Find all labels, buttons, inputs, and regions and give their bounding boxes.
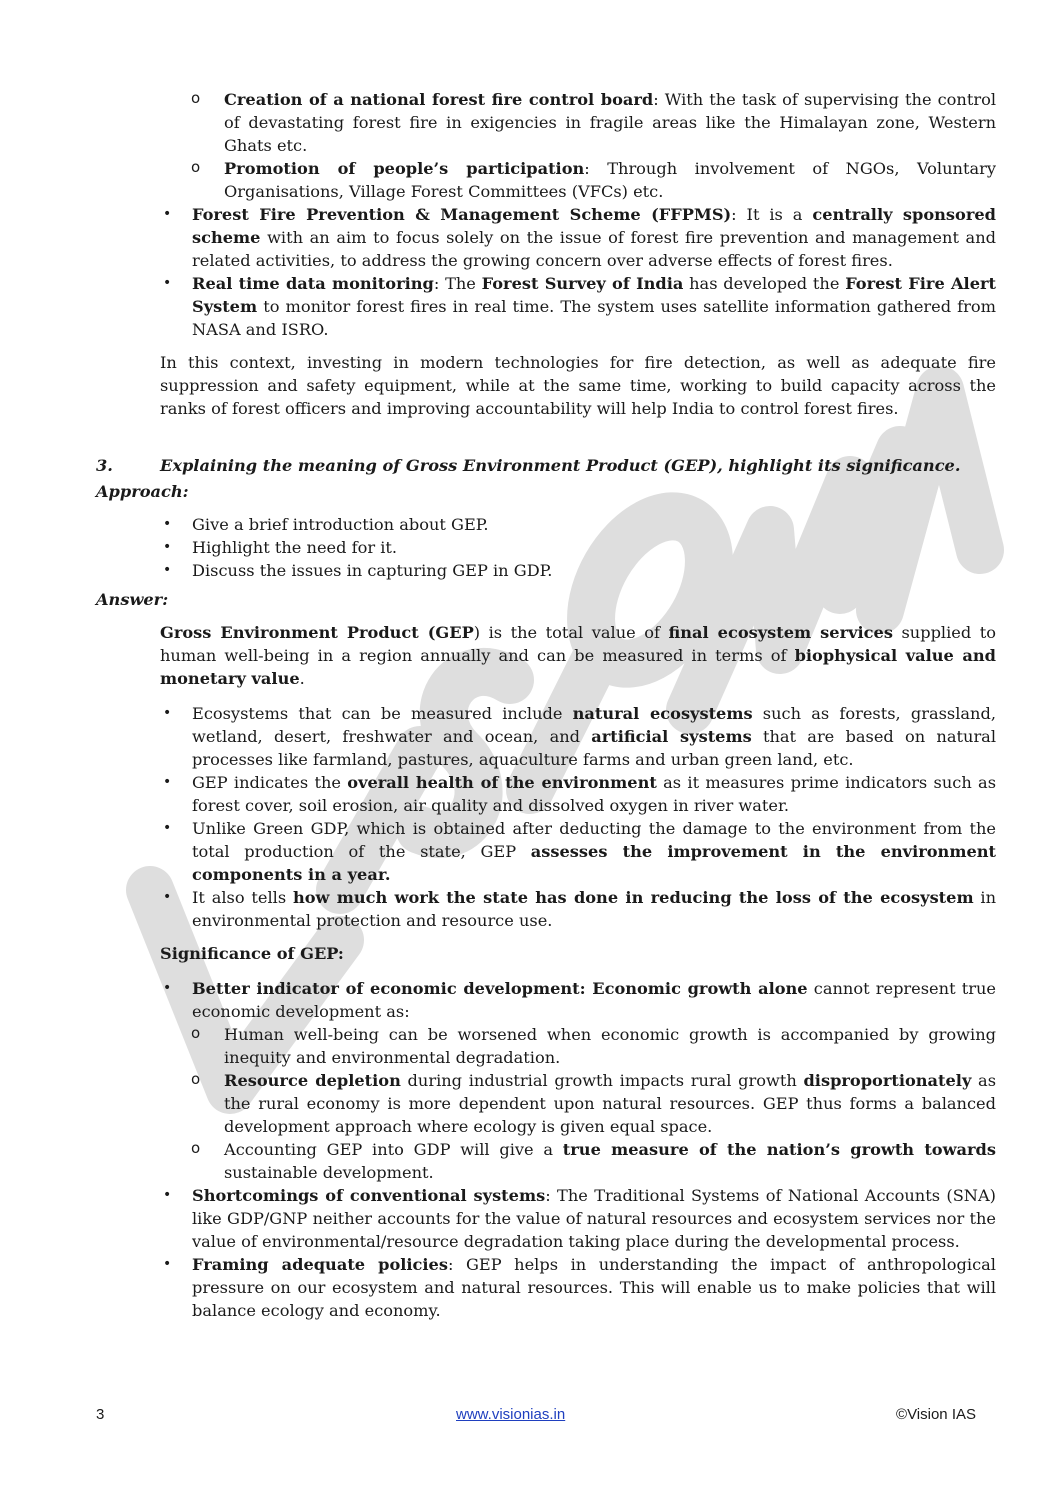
approach-heading: Approach: bbox=[96, 482, 189, 501]
item-text: : Through involvement of NGOs, Voluntary Organisations, Village Forest Committees (VFCs) etc. bbox=[224, 159, 996, 201]
answer-bullet-list bbox=[96, 702, 996, 932]
item-text: during industrial growth impacts rural growth bbox=[400, 1071, 804, 1090]
intro-text: ) is the total value of bbox=[473, 623, 669, 642]
intro-bold-text: biophysical value and monetary value bbox=[160, 646, 997, 688]
item-bold-text: Resource depletion bbox=[224, 1071, 401, 1090]
list-item bbox=[192, 1184, 996, 1253]
list-item bbox=[192, 977, 996, 1184]
list-item bbox=[224, 157, 996, 203]
item-bold-text: Framing adequate policies bbox=[192, 1255, 448, 1274]
significance-sub-list bbox=[192, 1023, 996, 1184]
item-text: : GEP helps in understanding the impact of anthropological pressure on our ecosystem and natural resources. This will enable us to make policies that will balance ecology and economy. bbox=[192, 1255, 996, 1320]
answer-heading: Answer: bbox=[96, 590, 169, 609]
item-text: Unlike Green GDP, which is obtained after deducting the damage to the environment from the total production of the state, GEP bbox=[192, 819, 996, 861]
top-sub-list-wrapper bbox=[192, 88, 996, 203]
list-item bbox=[192, 702, 996, 771]
item-bold-text: true measure of the nation’s growth towards bbox=[562, 1140, 996, 1159]
item-bold-text: disproportionately bbox=[803, 1071, 972, 1090]
item-text: with an aim to focus solely on the issue of forest fire prevention and management and related activities, to address the growing concern over adverse effects of forest fires. bbox=[192, 228, 996, 270]
list-item: • Discuss the issues in capturing GEP in GDP. bbox=[192, 559, 996, 582]
list-item bbox=[224, 1069, 996, 1138]
item-bold-text: Shortcomings of conventional systems bbox=[192, 1186, 546, 1205]
item-text: that are based on natural processes like farmland, pastures, aquaculture farms and urban green land, etc. bbox=[192, 727, 997, 769]
significance-list bbox=[96, 977, 996, 1322]
question-number: 3. bbox=[96, 456, 113, 475]
page-number: 3 bbox=[96, 1406, 105, 1423]
item-text: has developed the bbox=[683, 274, 846, 293]
item-bold-text: overall health of the environment bbox=[347, 773, 657, 792]
list-item: • Give a brief introduction about GEP. bbox=[192, 513, 996, 536]
item-text: : With the task of supervising the control of devastating forest fire in exigencies in fragile areas like the Himalayan zone, Western Ghats etc. bbox=[224, 90, 996, 155]
top-sub-list bbox=[192, 88, 996, 203]
item-text: as it measures prime indicators such as forest cover, soil erosion, air quality and dissolved oxygen in river water. bbox=[192, 773, 996, 815]
item-text: to monitor forest fires in real time. The system uses satellite information gathered from NASA and ISRO. bbox=[192, 297, 996, 339]
approach-list bbox=[96, 513, 996, 582]
list-item bbox=[192, 886, 996, 932]
document-body bbox=[96, 88, 996, 1322]
question-text: Explaining the meaning of Gross Environment Product (GEP), highlight its significance. bbox=[160, 456, 961, 475]
list-item bbox=[224, 88, 996, 157]
context-paragraph: In this context, investing in modern technologies for fire detection, as well as adequate fire suppression and safety equipment, while at the same time, working to build capacity across the ranks of forest officers and improving accountability will help India to control forest fires. bbox=[160, 353, 996, 418]
list-item bbox=[192, 1253, 996, 1322]
list-item bbox=[224, 1138, 996, 1184]
list-item bbox=[192, 272, 996, 341]
intro-bold-text: final ecosystem services bbox=[668, 623, 893, 642]
list-item: o Human well-being can be worsened when economic growth is accompanied by growing inequity and environmental degradation. bbox=[224, 1023, 996, 1069]
item-text: Accounting GEP into GDP will give a bbox=[224, 1140, 563, 1159]
intro-text: supplied to human well-being in a region annually and can be measured in terms of bbox=[160, 623, 996, 665]
item-text: GEP indicates the bbox=[192, 773, 348, 792]
item-bold-text: Promotion of people’s participation bbox=[224, 159, 585, 178]
intro-text: . bbox=[299, 669, 305, 688]
item-bold-text: how much work the state has done in reducing the loss of the ecosystem bbox=[292, 888, 974, 907]
item-bold-text: assesses the improvement in the environment components in a year. bbox=[192, 842, 996, 884]
list-item bbox=[192, 203, 996, 272]
intro-bold-text: Gross Environment Product (GEP bbox=[160, 623, 474, 642]
item-text: in environmental protection and resource use. bbox=[192, 888, 996, 930]
page-footer bbox=[96, 1406, 976, 1428]
top-bullet-list bbox=[96, 88, 996, 341]
item-text: : It is a bbox=[731, 205, 813, 224]
item-text: as the rural economy is more dependent upon natural resources. GEP thus forms a balanced development approach where ecology is given equal space. bbox=[224, 1071, 997, 1136]
item-text: Ecosystems that can be measured include bbox=[192, 704, 573, 723]
significance-heading: Significance of GEP: bbox=[160, 944, 344, 963]
item-bold-text: artificial systems bbox=[591, 727, 752, 746]
list-item bbox=[192, 817, 996, 886]
website-link[interactable]: www.visionias.in bbox=[456, 1406, 566, 1423]
answer-intro-paragraph bbox=[96, 621, 996, 690]
item-text: cannot represent true economic development as: bbox=[192, 979, 996, 1021]
item-bold-text: Creation of a national forest fire control board bbox=[224, 90, 654, 109]
item-text: such as forests, grassland, wetland, desert, freshwater and ocean, and bbox=[192, 704, 996, 746]
item-bold-text: Forest Survey of India bbox=[481, 274, 684, 293]
item-bold-text: natural ecosystems bbox=[572, 704, 753, 723]
copyright-text: ©Vision IAS bbox=[896, 1406, 976, 1423]
item-text: : The Traditional Systems of National Accounts (SNA) like GDP/GNP neither accounts for the value of natural resources and ecosystem services nor the value of environmental/resource degradation taking place during the developmental process. bbox=[192, 1186, 996, 1251]
list-item bbox=[192, 771, 996, 817]
item-bold-text: Real time data monitoring bbox=[192, 274, 434, 293]
item-text: : The bbox=[433, 274, 482, 293]
list-item: • Highlight the need for it. bbox=[192, 536, 996, 559]
item-text: sustainable development. bbox=[224, 1163, 434, 1182]
item-bold-text: Forest Fire Alert System bbox=[192, 274, 997, 316]
item-bold-text: centrally sponsored scheme bbox=[192, 205, 996, 247]
item-bold-text: Forest Fire Prevention & Management Scheme (FFPMS) bbox=[192, 205, 732, 224]
question-heading bbox=[96, 454, 996, 477]
item-bold-text: Better indicator of economic development: Economic growth alone bbox=[192, 979, 808, 998]
item-text: It also tells bbox=[192, 888, 293, 907]
